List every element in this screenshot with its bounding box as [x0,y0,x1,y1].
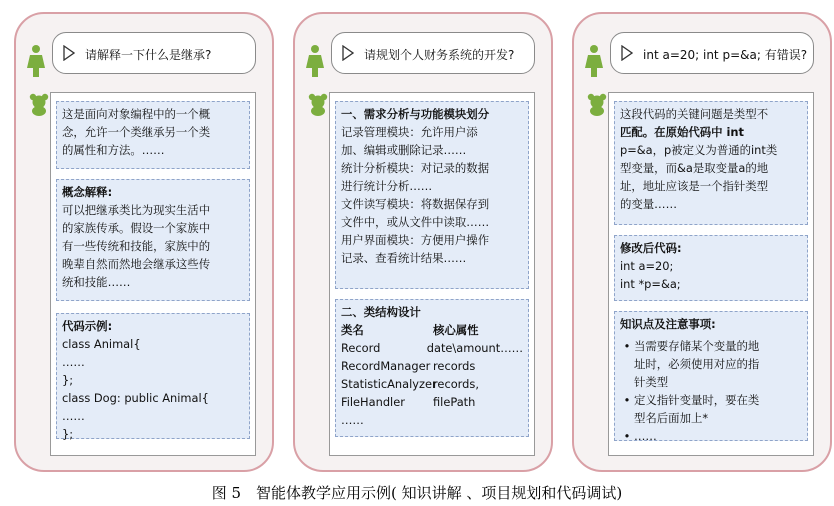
class-attributes: filePath [433,395,476,409]
table-row [341,375,523,393]
answer-card [614,235,808,301]
question-text: 请规划个人财务系统的开发? [364,48,515,62]
code-line: }; [62,427,74,441]
bullet-item [620,427,802,445]
class-name: Record [341,341,381,355]
text-line: p=&a，p被定义为普通的int类 [620,143,778,157]
answer-card [335,101,529,289]
bear-avatar-icon [307,92,329,116]
chat-panel-1 [14,12,274,472]
question-bubble [610,32,814,74]
chat-panel-3 [572,12,832,472]
text-line: 文件中，或从文件中读取…… [341,215,490,229]
bullet-text: 型名后面加上* [634,411,709,425]
text-line: 用户界面模块：方便用户操作 [341,233,490,247]
class-attributes: date\amount…… [426,341,523,355]
class-attributes: records, [433,377,479,391]
answer-box [608,92,814,456]
play-icon [63,45,75,61]
answer-box [50,92,256,456]
text-line: 的变量…… [620,197,677,211]
text-line: 统和技能…… [62,275,131,289]
text-line: 进行统计分析…… [341,179,433,193]
bullet-text: 当需要存储某个变量的地 [634,339,760,353]
play-icon [621,45,633,61]
column-header: 核心属性 [433,323,479,337]
card-title: 代码示例: [62,319,113,333]
text-line: 的属性和方法。…… [62,143,165,157]
class-name: RecordManager [341,359,431,373]
card-title: 知识点及注意事项: [620,317,716,331]
bullet-dot-icon: • [623,429,631,443]
question-text: 请解释一下什么是继承? [85,48,212,62]
bullet-text: …… [634,429,657,443]
bullet-item [620,391,802,409]
table-row [341,357,523,375]
bullet-text: 定义指针变量时，要在类 [634,393,760,407]
column-header: 类名 [341,323,364,337]
code-line: …… [62,355,85,369]
bullet-dot-icon: • [623,339,631,353]
text-line: 记录、查看统计结果…… [341,251,467,265]
bullet-text: 址时，必须使用对应的指 [634,357,760,371]
bullet-text: 针类型 [634,375,669,389]
bullet-continuation [620,409,802,427]
answer-card [614,101,808,225]
class-attributes: records [433,359,476,373]
text-line: 的家族传承。假设一个家族中 [62,221,211,235]
card-title: 二、类结构设计 [341,305,421,319]
class-name: FileHandler [341,395,405,409]
text-line: 匹配。在原始代码中 int [620,125,744,139]
answer-card [614,311,808,441]
text-line: 这段代码的关键问题是类型不 [620,107,769,121]
code-line: }; [62,373,74,387]
text-line: 址，地址应该是一个指针类型 [620,179,769,193]
card-title: 概念解释: [62,185,113,199]
bullet-dot-icon: • [623,393,631,407]
ellipsis-text: …… [341,413,364,427]
question-bubble [331,32,535,74]
answer-card [56,313,250,439]
card-title: 修改后代码: [620,241,682,255]
code-line: class Animal{ [62,337,141,351]
table-row [341,393,523,411]
chat-panel-2 [293,12,553,472]
text-line: 文件读写模块：将数据保存到 [341,197,490,211]
question-text: int a=20; int p=&a; 有错误? [643,48,808,62]
user-avatar-icon [26,44,46,78]
answer-card [56,179,250,301]
answer-box [329,92,535,456]
bullet-item [620,337,802,355]
bear-avatar-icon [586,92,608,116]
text-line: 这是面向对象编程中的一个概 [62,107,211,121]
text-line: 型变量，而&a是取变量a的地 [620,161,769,175]
table-header [341,321,523,339]
text-line: 念，允许一个类继承另一个类 [62,125,211,139]
answer-card [335,299,529,437]
code-line: int a=20; [620,259,674,273]
table-row [341,339,523,357]
text-line: 有一些传统和技能，家族中的 [62,239,211,253]
user-avatar-icon [305,44,325,78]
question-bubble [52,32,256,74]
bear-avatar-icon [28,92,50,116]
code-line: int *p=&a; [620,277,681,291]
text-line: 记录管理模块：允许用户添 [341,125,478,139]
answer-card [56,101,250,169]
figure-caption: 图 5 智能体教学应用示例( 知识讲解 、项目规划和代码调试) [211,484,623,502]
text-line: 可以把继承类比为现实生活中 [62,203,211,217]
text-line: 加、编辑或删除记录…… [341,143,467,157]
card-title: 一、需求分析与功能模块划分 [341,107,490,121]
text-line: 晚辈自然而然地会继承这些传 [62,257,211,271]
class-name: StatisticAnalyzer [341,377,437,391]
play-icon [342,45,354,61]
code-line: …… [62,409,85,423]
bullet-continuation [620,355,802,373]
bullet-continuation [620,373,802,391]
user-avatar-icon [584,44,604,78]
code-line: class Dog: public Animal{ [62,391,209,405]
text-line: 统计分析模块：对记录的数据 [341,161,490,175]
